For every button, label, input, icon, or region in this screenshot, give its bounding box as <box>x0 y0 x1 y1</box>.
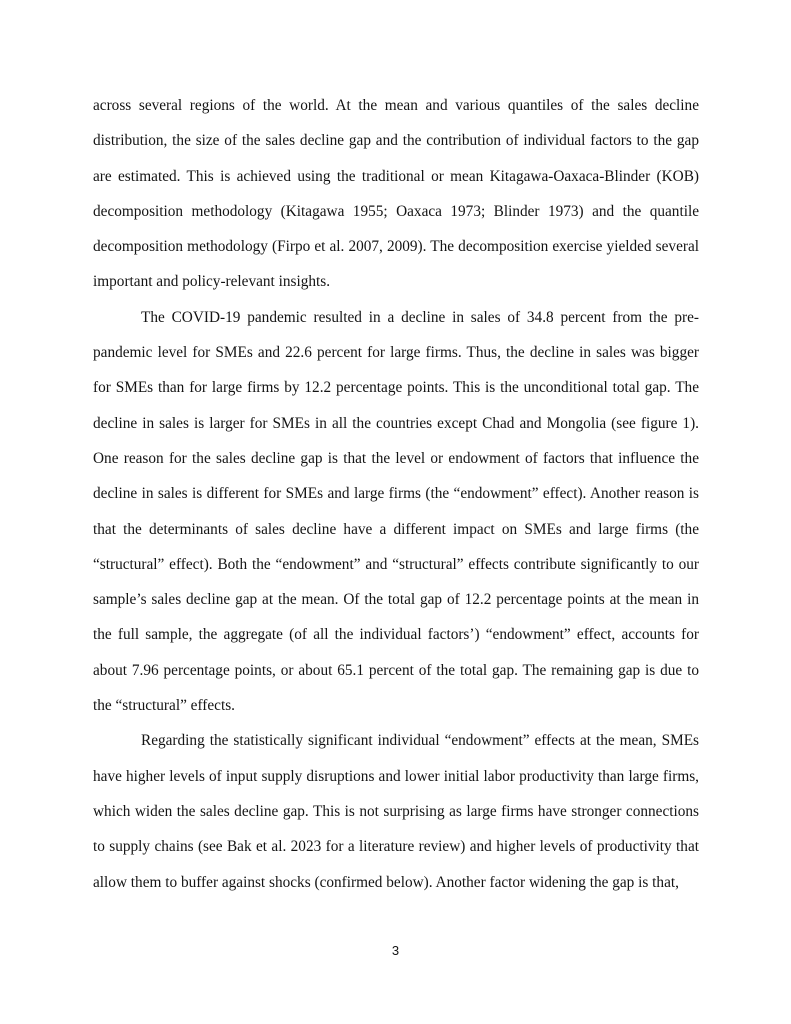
paragraph-continued: across several regions of the world. At the mean and various quantiles of the sales decline distribution, the size of the sales decline gap and the contribution of individual factors to the gap are estimated. This is achieved using the traditional or mean Kitagawa-Oaxaca-Blinder (KOB) decomposition methodology (Kitagawa 1955; Oaxaca 1973; Blinder 1973) and the quantile decomposition methodology (Firpo et al. 2007, 2009). The decomposition exercise yielded several important and policy-relevant insights. <box>93 97 699 291</box>
paragraph-endowment-effects: Regarding the statistically significant individual “endowment” effects at the mean, SMEs have higher levels of input supply disruptions and lower initial labor productivity than large firms, which widen the sales decline gap. This is not surprising as large firms have stronger connections to supply chains (see Bak et al. 2023 for a literature review) and higher levels of productivity that allow them to buffer against shocks (confirmed below). Another factor widening the gap is that, <box>93 732 699 891</box>
paragraph-sales-decline-gap: The COVID-19 pandemic resulted in a decline in sales of 34.8 percent from the pre-pandemic level for SMEs and 22.6 percent for large firms. Thus, the decline in sales was bigger for SMEs than for large firms by 12.2 percentage points. This is the unconditional total gap. The decline in sales is larger for SMEs in all the countries except Chad and Mongolia (see figure 1). One reason for the sales decline gap is that the level or endowment of factors that influence the decline in sales is different for SMEs and large firms (the “endowment” effect). Another reason is that the determinants of sales decline have a different impact on SMEs and large firms (the “structural” effect). Both the “endowment” and “structural” effects contribute significantly to our sample’s sales decline gap at the mean. Of the total gap of 12.2 percentage points at the mean in the full sample, the aggregate (of all the individual factors’) “endowment” effect, accounts for about 7.96 percentage points, or about 65.1 percent of the total gap. The remaining gap is due to the “structural” effects. <box>93 308 699 715</box>
page-number: 3 <box>391 943 400 958</box>
body-text <box>93 88 699 900</box>
